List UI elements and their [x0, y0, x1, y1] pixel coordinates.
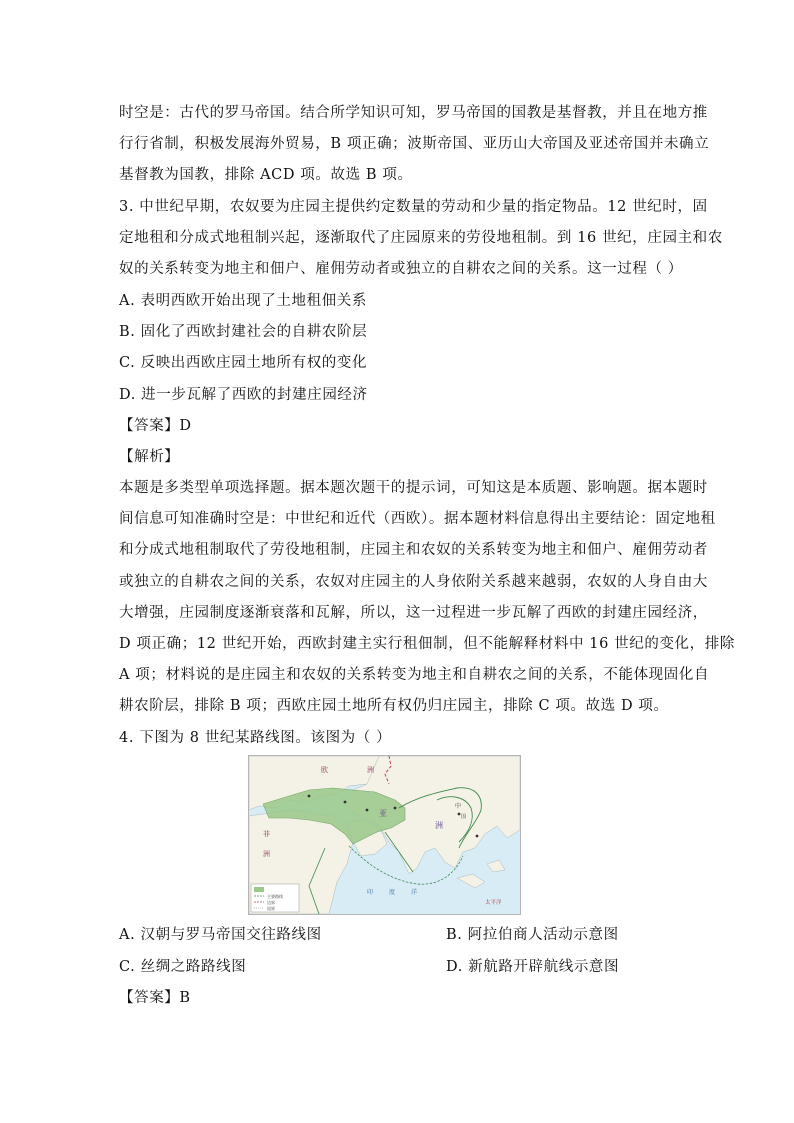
question-3-stem-line: 定地租和分成式地租制兴起，逐渐取代了庄园原来的劳役地租制。到 16 世纪，庄园主和农 — [119, 230, 723, 246]
map-label-asia: 洲 — [435, 821, 443, 830]
analysis-line: D 项正确；12 世纪开始，西欧封建主实行租佃制，但不能解释材料中 16 世纪的变化，排除 — [119, 636, 735, 652]
map-label-europe: 欧 — [321, 766, 328, 774]
map-label-europe: 洲 — [367, 766, 374, 774]
analysis-line: 间信息可知准确时空是：中世纪和近代（西欧）。据本题材料信息得出主要结论：固定地租 — [119, 511, 716, 527]
route-map-figure — [248, 755, 521, 915]
question-3-option-a: A. 表明西欧开始出现了土地租佃关系 — [119, 293, 367, 309]
city-dot — [308, 795, 311, 798]
analysis-line: 本题是多类型单项选择题。据本题次题干的提示词，可知这是本质题、影响题。据本题时 — [119, 480, 708, 496]
map-label-africa: 非 — [263, 830, 270, 838]
legend-other-label: 国界 — [267, 906, 275, 911]
question-3-option-d: D. 进一步瓦解了西欧的封建庄园经济 — [119, 387, 368, 403]
question-3-answer: 【答案】D — [119, 418, 192, 434]
map-label-china: 国 — [461, 814, 467, 820]
map-label-indian-ocean: 印 — [367, 889, 374, 896]
question-4-option-c: C. 丝绸之路路线图 — [119, 959, 247, 975]
question-4-option-d: D. 新航路开辟航线示意图 — [446, 959, 620, 975]
analysis-line: 耕农阶层，排除 B 项；西欧庄园土地所有权仍归庄园主，排除 C 项。故选 D 项。 — [119, 698, 669, 714]
map-label-asia: 亚 — [379, 809, 387, 818]
city-dot — [366, 809, 369, 812]
map-label-china: 中 — [455, 803, 462, 810]
paragraph-line: 时空是：古代的罗马帝国。结合所学知识可知，罗马帝国的国教是基督教，并且在地方推 — [119, 105, 708, 121]
question-3-option-c: C. 反映出西欧庄园土地所有权的变化 — [119, 355, 368, 371]
question-3-analysis-title: 【解析】 — [119, 449, 180, 465]
city-dot — [344, 801, 347, 804]
city-dot — [394, 807, 397, 810]
analysis-line: 和分成式地租制取代了劳役地租制，庄园主和农奴的关系转变为地主和佃户、雇佣劳动者 — [119, 542, 708, 558]
paragraph-line: 基督教为国教，排除 ACD 项。故选 B 项。 — [119, 167, 413, 183]
question-4-option-a: A. 汉朝与罗马帝国交往路线图 — [119, 927, 322, 943]
analysis-line: 或独立的自耕农之间的关系，农奴对庄园主的人身依附关系越来越弱，农奴的人身自由大 — [119, 574, 708, 590]
map-label-pacific: 太平洋 — [485, 900, 502, 906]
map-label-indian-ocean: 洋 — [411, 889, 418, 896]
route-map-svg — [249, 756, 520, 914]
map-label-africa: 洲 — [263, 850, 270, 858]
question-3-stem-line: 奴的关系转变为地主和佃户、雇佣劳动者或独立的自耕农之间的关系。这一过程（ ） — [119, 261, 683, 277]
analysis-line: 大增强，庄园制度逐渐衰落和瓦解，所以，这一过程进一步瓦解了西欧的封建庄园经济， — [119, 605, 708, 621]
legend-route-label: 主要路线 — [267, 894, 283, 899]
city-dot — [458, 813, 461, 816]
question-3-stem-line: 3. 中世纪早期，农奴要为庄园主提供约定数量的劳动和少量的指定物品。12 世纪时，固 — [119, 199, 708, 215]
city-dot — [476, 835, 479, 838]
map-label-indian-ocean: 度 — [389, 889, 396, 896]
legend-border-label: 边界 — [267, 900, 275, 905]
question-4-stem: 4. 下图为 8 世纪某路线图。该图为（ ） — [119, 730, 392, 746]
analysis-line: A 项；材料说的是庄园主和农奴的关系转变为地主和自耕农之间的关系，不能体现固化自 — [119, 667, 710, 683]
paragraph-line: 行行省制，积极发展海外贸易，B 项正确；波斯帝国、亚历山大帝国及亚述帝国并未确立 — [119, 136, 710, 152]
question-4-answer: 【答案】B — [119, 990, 191, 1006]
question-3-option-b: B. 固化了西欧封建社会的自耕农阶层 — [119, 324, 368, 340]
legend-swatch — [254, 887, 264, 892]
question-4-option-b: B. 阿拉伯商人活动示意图 — [446, 927, 619, 943]
